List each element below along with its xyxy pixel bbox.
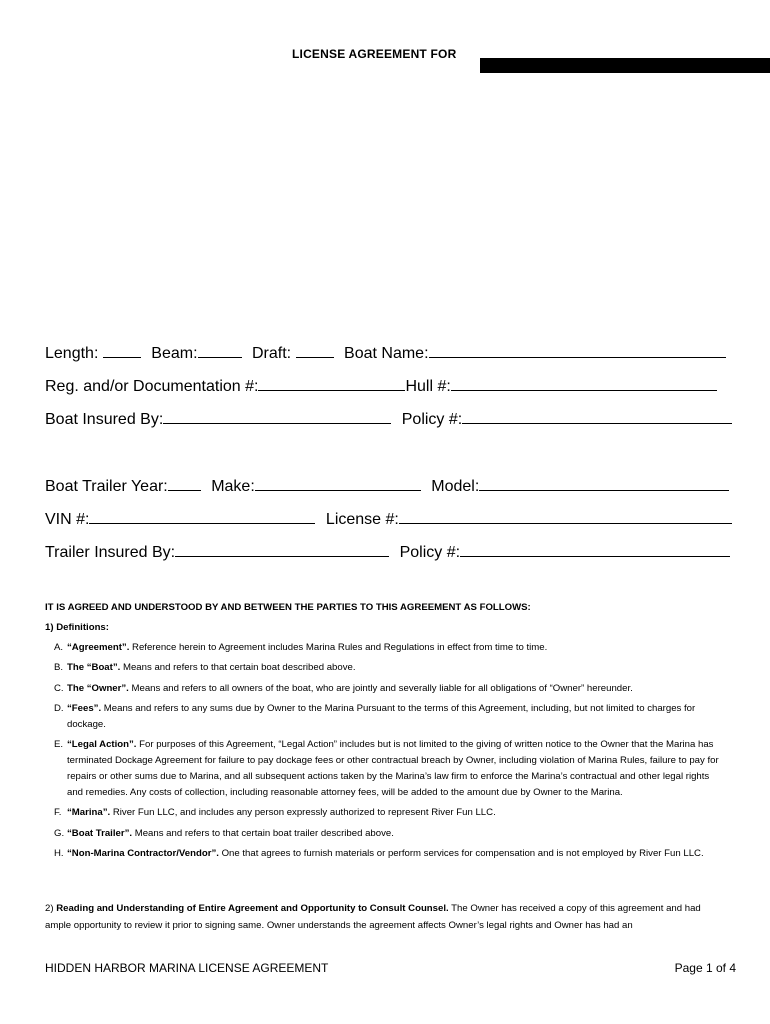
definition-term: “Agreement”. bbox=[67, 642, 130, 653]
definition-item bbox=[54, 846, 724, 862]
definition-item bbox=[54, 681, 724, 697]
license-field[interactable] bbox=[399, 507, 732, 524]
model-label: Model: bbox=[431, 478, 480, 495]
definition-term: The “Boat”. bbox=[67, 662, 121, 674]
trailer-insured-by-label: Trailer Insured By: bbox=[45, 544, 176, 561]
definition-text: Means and refers to all owners of the boat, who are jointly and severally liable for all obligations of “Owner” hereunder. bbox=[128, 682, 633, 694]
registration-row bbox=[45, 374, 717, 397]
definition-letter: F. bbox=[54, 807, 62, 819]
definition-term: “Boat Trailer”. bbox=[67, 827, 133, 839]
definition-letter: A. bbox=[54, 642, 64, 653]
definition-text: Means and refers to that certain boat trailer described above. bbox=[132, 827, 394, 839]
reg-doc-label: Reg. and/or Documentation #: bbox=[45, 378, 259, 395]
policy-field[interactable] bbox=[462, 407, 732, 424]
definition-item bbox=[54, 660, 724, 676]
license-label: License #: bbox=[325, 511, 399, 528]
footer-title: HIDDEN HARBOR MARINA LICENSE AGREEMENT bbox=[45, 961, 329, 975]
length-field[interactable] bbox=[103, 341, 141, 358]
hull-label: Hull #: bbox=[405, 378, 451, 395]
definition-term: “Fees”. bbox=[67, 702, 102, 714]
make-label: Make: bbox=[211, 478, 255, 495]
definition-letter: G. bbox=[54, 827, 65, 839]
trailer-insured-by-field[interactable] bbox=[175, 540, 389, 557]
section-text: The Owner has received a copy of this agreement and had ample opportunity to review it prior to signing same. Owner understands the agreement affects Owner’s legal rights and Owner has had an bbox=[45, 903, 701, 931]
definition-item bbox=[54, 805, 724, 821]
definition-letter: C. bbox=[54, 682, 64, 694]
definition-text: Means and refers to that certain boat described above. bbox=[120, 662, 356, 674]
definition-text: River Fun LLC, and includes any person expressly authorized to represent River Fun LLC. bbox=[110, 807, 496, 819]
boat-insurance-row bbox=[45, 407, 732, 430]
trailer-row bbox=[45, 474, 729, 497]
definition-item bbox=[54, 826, 724, 842]
length-label: Length: bbox=[45, 345, 99, 362]
boat-insured-by-label: Boat Insured By: bbox=[45, 411, 164, 428]
reg-doc-field[interactable] bbox=[258, 374, 405, 391]
definition-text: Means and refers to any sums due by Owner to the Marina Pursuant to the terms of this Agreement, including, but not limited to charges for dockage. bbox=[67, 702, 696, 730]
definition-letter: H. bbox=[54, 848, 64, 860]
definition-item bbox=[54, 737, 724, 801]
policy-label: Policy #: bbox=[401, 411, 463, 428]
hull-field[interactable] bbox=[451, 374, 717, 391]
make-field[interactable] bbox=[255, 474, 421, 491]
boat-name-label: Boat Name: bbox=[344, 345, 429, 362]
definition-letter: D. bbox=[54, 702, 64, 714]
page-title: LICENSE AGREEMENT FOR bbox=[292, 47, 457, 61]
definition-text: Reference herein to Agreement includes Marina Rules and Regulations in effect from time to time. bbox=[129, 642, 548, 653]
definition-term: “Legal Action”. bbox=[67, 739, 137, 751]
boat-dimensions-row bbox=[45, 341, 726, 364]
definition-term: The “Owner”. bbox=[67, 682, 129, 694]
page-number: Page 1 of 4 bbox=[674, 961, 736, 975]
definition-term: “Non-Marina Contractor/Vendor”. bbox=[67, 848, 219, 860]
definitions-heading: 1) Definitions: bbox=[45, 622, 109, 633]
trailer-year-field[interactable] bbox=[168, 474, 201, 491]
definition-term: “Marina”. bbox=[67, 807, 111, 819]
redaction-bar bbox=[480, 58, 770, 73]
beam-field[interactable] bbox=[198, 341, 242, 358]
trailer-insurance-row bbox=[45, 540, 730, 563]
draft-label: Draft: bbox=[252, 345, 292, 362]
trailer-policy-field[interactable] bbox=[460, 540, 730, 557]
section-number: 2) bbox=[45, 903, 57, 914]
definitions-list bbox=[54, 640, 724, 866]
vin-row bbox=[45, 507, 732, 530]
definition-letter: B. bbox=[54, 662, 64, 674]
definition-item bbox=[54, 640, 724, 656]
definition-text: One that agrees to furnish materials or perform services for compensation and is not employed by River Fun LLC. bbox=[218, 848, 704, 860]
agreement-heading: IT IS AGREED AND UNDERSTOOD BY AND BETWEEN THE PARTIES TO THIS AGREEMENT AS FOLLOWS: bbox=[45, 602, 531, 613]
definition-text: For purposes of this Agreement, “Legal Action” includes but is not limited to the giving of written notice to the Owner that the Marina has terminated Dockage Agreement for failure to pay dockage fees or other contractual breach by Owner, including violation of Marina Rules, failure to pay for repairs or other sums due to Marina, and all subsequent actions taken by the Marina’s law firm to enforce the Marina’s contractual and other legal rights and remedies. Any costs of collection, including reasonable attorney fees, will be added to the amount due by Owner to the Marina. bbox=[67, 739, 719, 799]
trailer-year-label: Boat Trailer Year: bbox=[45, 478, 168, 495]
vin-label: VIN #: bbox=[45, 511, 90, 528]
model-field[interactable] bbox=[479, 474, 729, 491]
beam-label: Beam: bbox=[151, 345, 198, 362]
section-term: Reading and Understanding of Entire Agreement and Opportunity to Consult Counsel. bbox=[56, 903, 449, 914]
section-2-paragraph bbox=[45, 900, 725, 934]
vin-field[interactable] bbox=[89, 507, 315, 524]
boat-insured-by-field[interactable] bbox=[163, 407, 391, 424]
draft-field[interactable] bbox=[296, 341, 334, 358]
boat-name-field[interactable] bbox=[429, 341, 726, 358]
definition-letter: E. bbox=[54, 739, 64, 751]
definition-item bbox=[54, 701, 724, 733]
trailer-policy-label: Policy #: bbox=[399, 544, 461, 561]
